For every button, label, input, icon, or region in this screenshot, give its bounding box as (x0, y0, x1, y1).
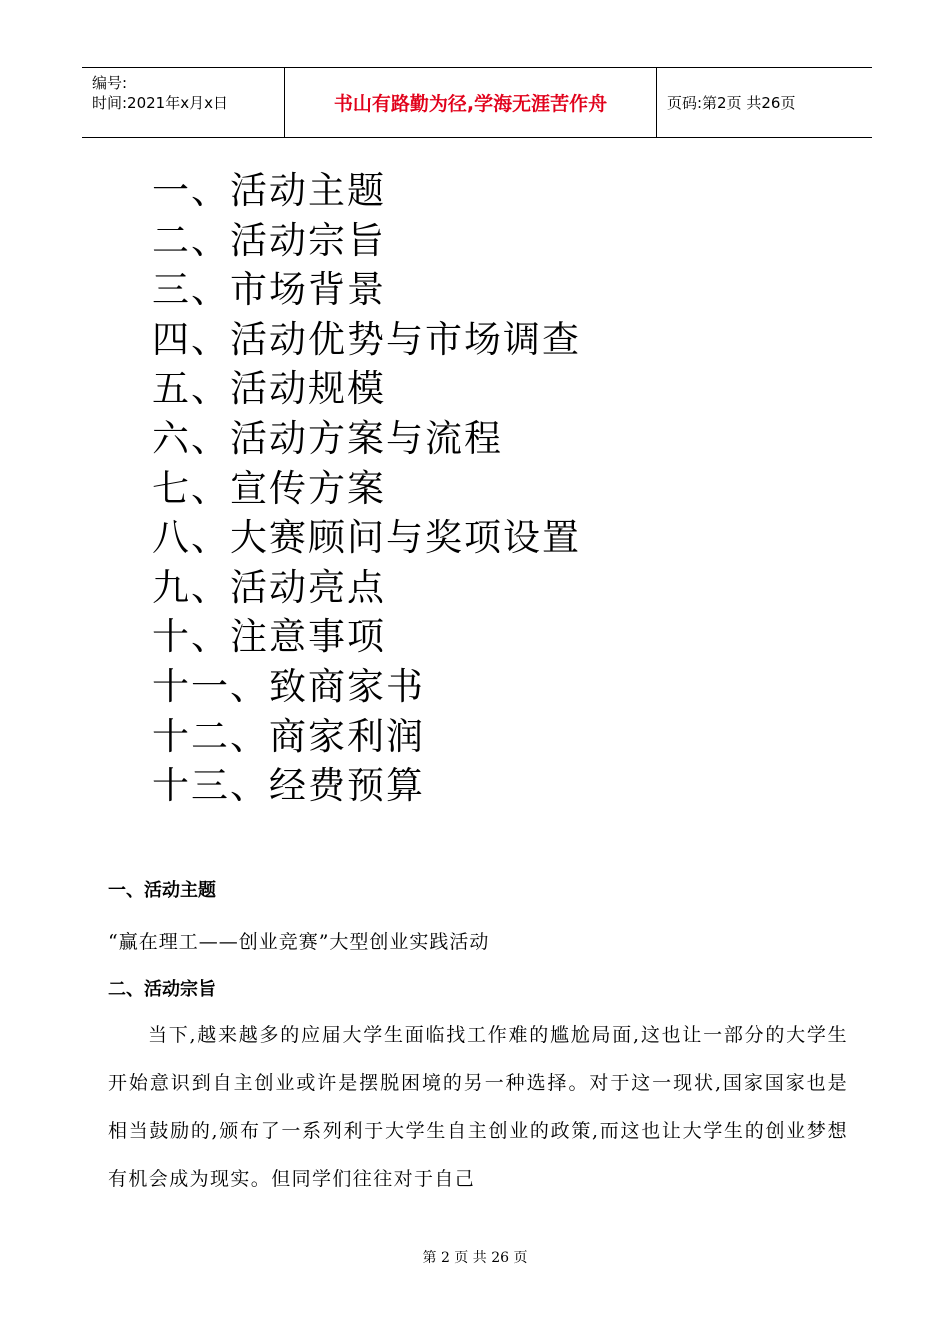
toc-item: 五、活动规模 (152, 367, 386, 411)
toc-item: 十、注意事项 (152, 615, 386, 659)
header-meta-cell (82, 68, 285, 137)
section-theme-content: “赢在理工——创业竞赛”大型创业实践活动 (108, 931, 490, 953)
header-motto-cell (285, 68, 657, 137)
toc-item: 六、活动方案与流程 (152, 416, 503, 460)
toc-item: 九、活动亮点 (152, 565, 386, 609)
toc-item: 一、活动主题 (152, 169, 386, 212)
header-page-cell (657, 68, 872, 137)
page-info: 页码:第2页 共26页 (667, 94, 796, 112)
time-label: 时间:2021年x月x日 (92, 94, 228, 112)
toc-item: 三、市场背景 (152, 268, 386, 312)
number-label: 编号: (92, 74, 128, 92)
toc-item: 四、活动优势与市场调查 (152, 317, 581, 361)
section-title-purpose: 二、活动宗旨 (108, 979, 216, 1000)
toc-item: 八、大赛顾问与奖项设置 (152, 516, 581, 560)
table-of-contents (152, 166, 581, 811)
toc-item: 七、宣传方案 (152, 466, 386, 510)
toc-item: 十三、经费预算 (152, 764, 425, 808)
page-header (82, 67, 872, 138)
section-purpose-paragraph: 当下,越来越多的应届大学生面临找工作难的尴尬局面,这也让一部分的大学生开始意识到自主创业或许是摆脱困境的另一种选择。对于这一现状,国家国家也是相当鼓励的,颁布了一系列利于大学生自主创业的政策,而这也让大学生的创业梦想有机会成为现实。但同学们往往对于自己 (108, 1024, 848, 1190)
page-footer: 第 2 页 共 26 页 (422, 1250, 528, 1266)
toc-item: 十二、商家利润 (152, 714, 425, 758)
motto: 书山有路勤为径,学海无涯苦作舟 (333, 93, 608, 115)
section-title-theme: 一、活动主题 (108, 880, 216, 901)
toc-item: 十一、致商家书 (152, 664, 425, 708)
toc-item: 二、活动宗旨 (152, 218, 386, 262)
